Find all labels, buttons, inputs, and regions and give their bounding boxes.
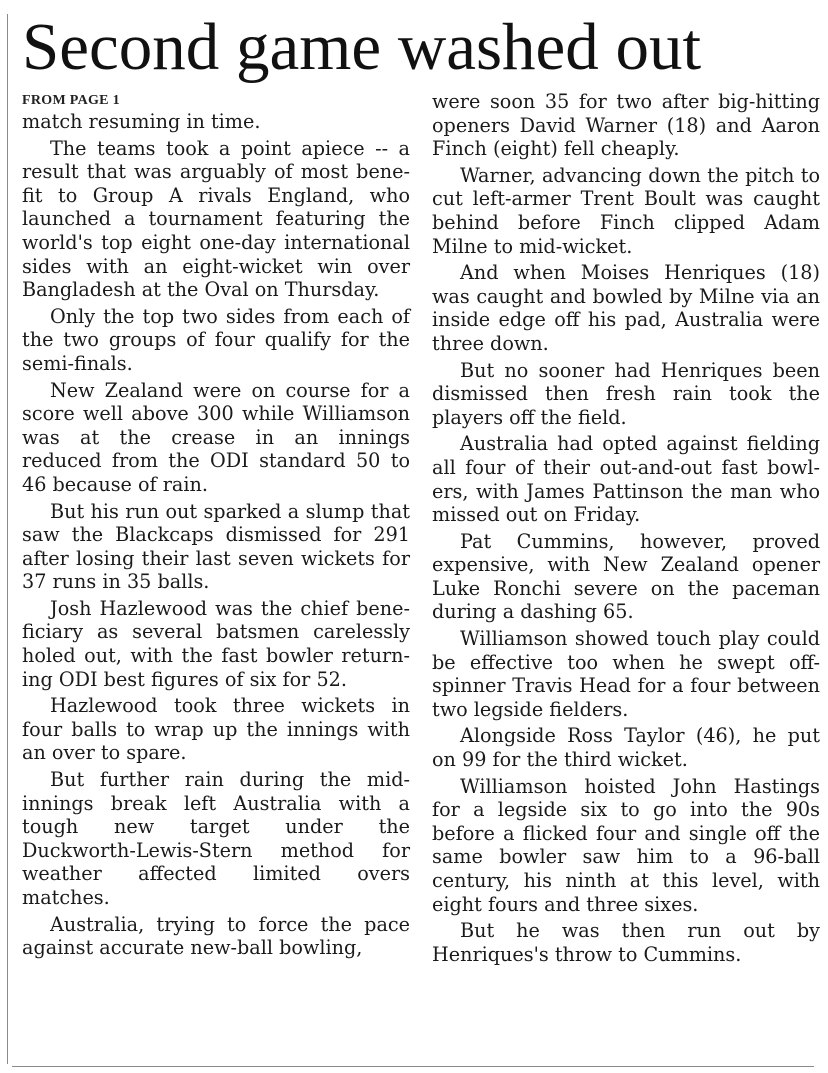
paragraph: Australia, trying to force the pace against accurate new-ball bowling,	[22, 912, 410, 960]
paragraph: were soon 35 for two after big-hitting openers David Warner (18) and Aaron Finch (eight) fell cheaply.	[432, 90, 820, 161]
paragraph: Australia had opted against fielding all four of their out-and-out fast bowlers, with James Pattinson the man who missed out on Friday.	[432, 432, 820, 527]
article-column-right	[432, 90, 820, 969]
column-rule-left	[7, 14, 8, 1064]
paragraph: Pat Cummins, however, proved expensive, with New Zealand opener Luke Ronchi severe on the paceman during a dashing 65.	[432, 529, 820, 624]
paragraph: But no sooner had Henriques been dismissed then fresh rain took the players off the field.	[432, 358, 820, 429]
article-column-left	[22, 92, 410, 963]
paragraph: Hazlewood took three wickets in four balls to wrap up the innings with an over to spare.	[22, 694, 410, 765]
paragraph: And when Moises Henriques (18) was caught and bowled by Milne via an inside edge off his pad, Australia were three down.	[432, 261, 820, 355]
bottom-rule	[12, 1066, 814, 1067]
paragraph: New Zealand were on course for a score well above 300 while Williamson was at the crease in an innings reduced from the ODI standard 50 to 46 because of rain.	[22, 378, 410, 496]
paragraph: match resuming in time.	[22, 110, 261, 133]
paragraph: Williamson hoisted John Hastings for a legside six to go into the 90s before a flicked four and single off the same bowler saw him to a 96-ball century, his ninth at this level, with eight fours and three sixes.	[432, 774, 820, 916]
paragraph: But further rain during the mid-innings break left Australia with a tough new target under the Duckworth-Lewis-Stern method for weather affected limited overs matches.	[22, 768, 410, 909]
headline: Second game washed out	[22, 10, 702, 84]
paragraph: The teams took a point apiece -- a result that was arguably of most benefit to Group A rivals England, who launched a tournament featuring the world's top eight one-day international sides with an eight-wicket win over Bangladesh at the Oval on Thursday.	[22, 136, 410, 302]
paragraph: Warner, advancing down the pitch to cut left-armer Trent Boult was caught behind before Finch clipped Adam Milne to mid-wicket.	[432, 163, 820, 258]
paragraph: Josh Hazlewood was the chief beneficiary as several batsmen carelessly holed out, with the fast bowler returning ODI best figures of six for 52.	[22, 596, 410, 691]
paragraph: Williamson showed touch play could be effective too when he swept off-spinner Travis Head for a four between two legside fielders.	[432, 627, 820, 721]
paragraph: But he was then run out by Henriques's throw to Cummins.	[432, 919, 820, 966]
paragraph: Only the top two sides from each of the two groups of four qualify for the semi-finals.	[22, 304, 410, 375]
paragraph: But his run out sparked a slump that saw the Blackcaps dismissed for 291 after losing their last seven wickets for 37 runs in 35 balls.	[22, 499, 410, 594]
paragraph: Alongside Ross Taylor (46), he put on 99 for the third wicket.	[432, 724, 820, 772]
dateline: FROM PAGE 1	[22, 93, 120, 108]
